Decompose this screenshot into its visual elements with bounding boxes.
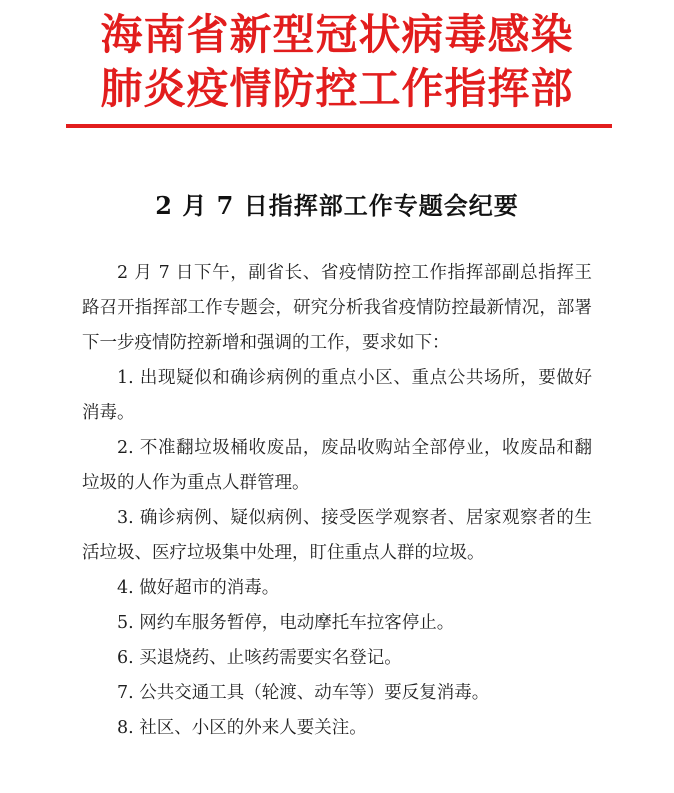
document-body [82, 256, 592, 746]
list-item-5: 5. 网约车服务暂停，电动摩托车拉客停止。 [117, 613, 455, 633]
list-item-7: 7. 公共交通工具（轮渡、动车等）要反复消毒。 [117, 683, 490, 703]
letterhead [0, 0, 674, 116]
letterhead-divider [66, 124, 612, 128]
letterhead-line-1: 海南省新型冠状病毒感染 [100, 10, 574, 59]
list-item-1: 1. 出现疑似和确诊病例的重点小区、重点公共场所，要做好消毒。 [82, 368, 592, 423]
list-item-4: 4. 做好超市的消毒。 [117, 578, 280, 598]
intro-paragraph: 2 月 7 日下午，副省长、省疫情防控工作指挥部副总指挥王路召开指挥部工作专题会，研究分析我省疫情防控最新情况，部署下一步疫情防控新增和强调的工作，要求如下： [82, 263, 592, 353]
document-title: 2 月 7 日指挥部工作专题会纪要 [155, 191, 519, 220]
letterhead-line-2: 肺炎疫情防控工作指挥部 [100, 64, 574, 113]
list-item-3: 3. 确诊病例、疑似病例、接受医学观察者、居家观察者的生活垃圾、医疗垃圾集中处理，盯住重点人群的垃圾。 [82, 508, 592, 563]
list-item-2: 2. 不准翻垃圾桶收废品，废品收购站全部停业，收废品和翻垃圾的人作为重点人群管理。 [82, 438, 592, 493]
list-item-8: 8. 社区、小区的外来人要关注。 [117, 718, 367, 738]
letterhead-title [0, 0, 674, 116]
list-item-6: 6. 买退烧药、止咳药需要实名登记。 [117, 648, 402, 668]
